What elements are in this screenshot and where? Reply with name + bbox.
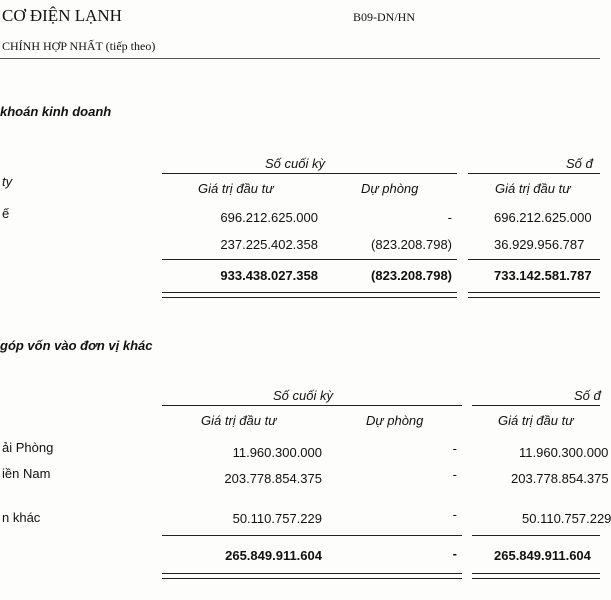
section2-title: góp vốn vào đơn vị khác [0, 338, 153, 353]
s2-row1-inv: 11.960.300.000 [232, 445, 322, 460]
s2-row2-inv2: 203.778.854.375 [511, 471, 609, 486]
header-divider [0, 58, 600, 59]
s2-row2-inv: 203.778.854.375 [224, 471, 322, 486]
s2-row3-inv: 50.110.757.229 [232, 511, 322, 526]
section1-row-label-b: ế [2, 206, 10, 221]
s1-row2-inv2: 36.929.956.787 [494, 237, 585, 252]
s2-row2-label: iền Nam [2, 466, 51, 481]
section2-col-investment: Giá trị đầu tư [201, 413, 277, 428]
section2-col-provision: Dự phòng [366, 413, 424, 428]
s1-total-inv2: 733.142.581.787 [494, 268, 592, 283]
section1-col-investment-2: Giá trị đầu tư [495, 181, 571, 196]
s1-total-double-line-2 [468, 292, 600, 298]
s2-total-prov: - [452, 546, 457, 561]
section2-col-investment-2: Giá trị đầu tư [498, 413, 574, 428]
s2-total-double-line-2 [472, 573, 600, 579]
section2-period-end: Số cuối kỳ [273, 388, 333, 403]
section2-period-line-2 [472, 405, 600, 406]
s2-row1-prov: - [452, 441, 457, 456]
section2-period-start: Số đ [574, 388, 601, 403]
s1-row1-inv: 696.212.625.000 [220, 210, 318, 225]
s2-row3-prov: - [452, 507, 457, 522]
s1-row1-inv2: 696.212.625.000 [494, 210, 592, 225]
form-code: B09-DN/HN [353, 10, 415, 24]
s2-row1-inv2: 11.960.300.000 [519, 445, 609, 460]
s2-subtotal-line-2 [472, 535, 600, 536]
section1-period-line-1 [162, 173, 457, 174]
s1-row2-prov: (823.208.798) [371, 237, 452, 252]
s2-total-double-line-1 [162, 573, 462, 579]
section1-col-provision: Dự phòng [361, 181, 419, 196]
s2-total-inv2: 265.849.911.604 [494, 548, 591, 563]
section1-title: khoán kinh doanh [0, 104, 112, 119]
s1-subtotal-line-2 [468, 259, 600, 260]
company-name: CƠ ĐIỆN LẠNH [2, 6, 122, 25]
section1-col-investment: Giá trị đầu tư [198, 181, 274, 196]
s1-row2-inv: 237.225.402.358 [220, 237, 318, 252]
s1-row1-prov: - [447, 210, 452, 225]
s2-total-inv: 265.849.911.604 [225, 548, 322, 563]
report-subtitle: CHÍNH HỢP NHẤT (tiếp theo) [2, 39, 156, 53]
s1-subtotal-line-1 [162, 259, 457, 260]
section1-period-line-2 [468, 173, 600, 174]
s2-subtotal-line-1 [162, 535, 462, 536]
s1-total-double-line-1 [162, 292, 457, 298]
s1-total-inv: 933.438.027.358 [220, 268, 318, 283]
section1-period-end: Số cuối kỳ [265, 156, 325, 171]
section1-row-label-a: ty [2, 174, 13, 189]
section2-period-line-1 [162, 405, 462, 406]
s2-row3-label: n khác [2, 510, 41, 525]
s2-row3-inv2: 50.110.757.229 [522, 511, 611, 526]
section1-period-start: Số đ [566, 156, 593, 171]
s2-row1-label: ải Phòng [2, 440, 54, 455]
s1-total-prov: (823.208.798) [371, 268, 452, 283]
s2-row2-prov: - [452, 467, 457, 482]
